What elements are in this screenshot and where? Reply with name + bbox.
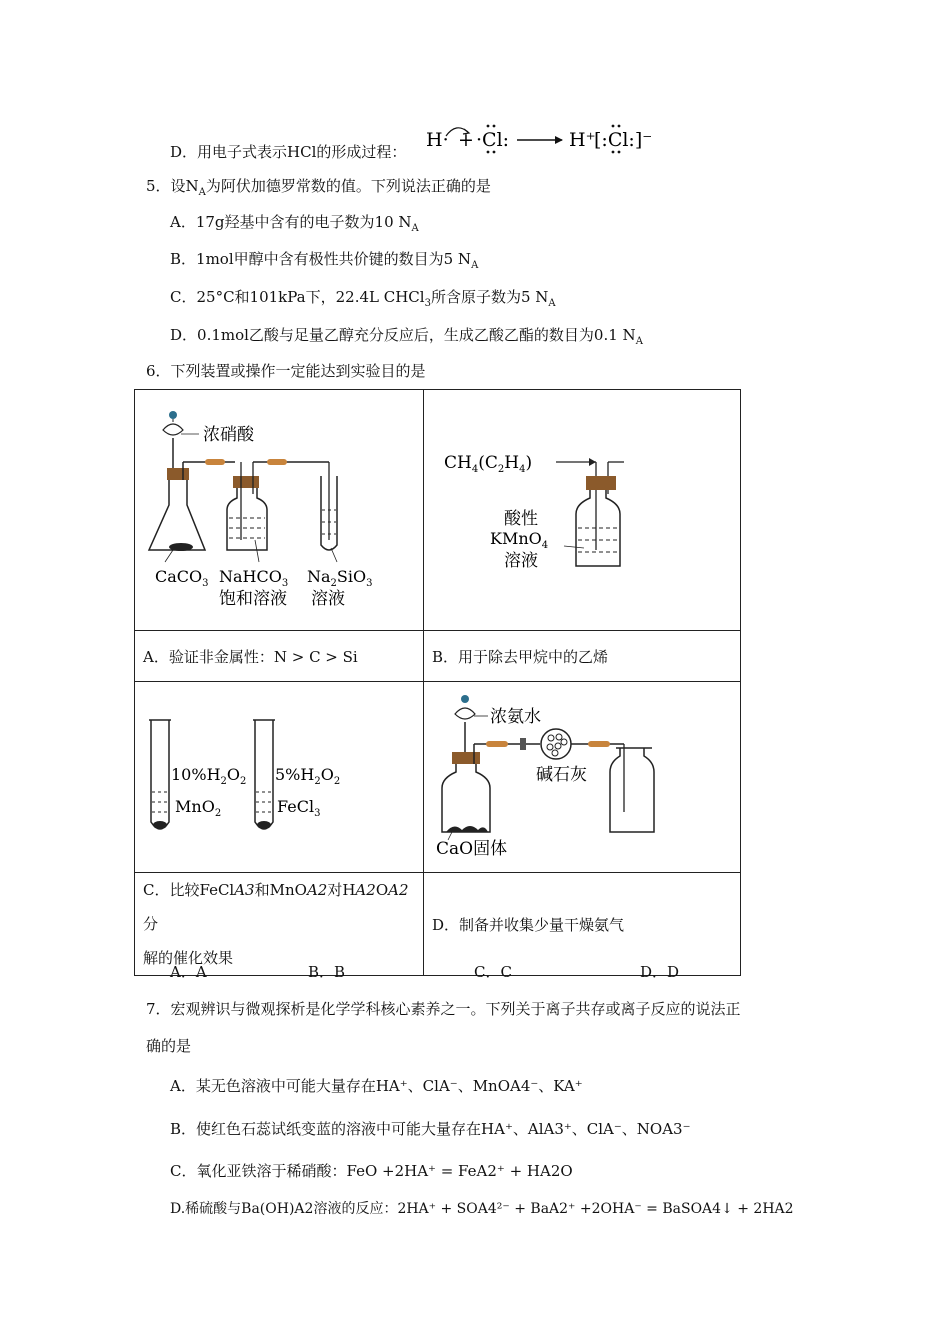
electron-formula-hcl xyxy=(424,116,664,160)
q6-choice-d: D．D xyxy=(640,963,680,981)
figure-a xyxy=(135,390,423,626)
eq-cl: ·Cl: xyxy=(476,129,510,151)
q7-option-b: B．使红色石蕊试纸变蓝的溶液中可能大量存在HA⁺、AlA3⁺、ClA⁻、NOA3⁻ xyxy=(170,1120,691,1138)
stopcock-knob-icon xyxy=(169,411,177,419)
q6-apparatus-table xyxy=(134,389,741,976)
label-10-h2o2: $10\%H_2O_2$ xyxy=(171,765,247,787)
label-soda-lime: 碱石灰 xyxy=(536,765,587,785)
reagent-label: 浓硝酸 xyxy=(203,425,254,445)
stopper-icon-d xyxy=(452,752,480,764)
eq-plus: + xyxy=(458,129,474,151)
stopper-icon xyxy=(167,468,189,480)
figure-d-cell xyxy=(424,682,741,873)
figure-b-cell xyxy=(424,390,741,631)
caption-b: B．用于除去甲烷中的乙烯 xyxy=(424,631,741,682)
rubber-tube-icon xyxy=(205,459,225,465)
label-solution-b: 溶液 xyxy=(504,551,538,571)
label-solution: 溶液 xyxy=(311,589,345,609)
label-saturated: 饱和溶液 xyxy=(219,589,287,609)
q7-option-a: A．某无色溶液中可能大量存在HA⁺、ClA⁻、MnOA4⁻、KA⁺ xyxy=(170,1077,583,1095)
label-fecl3: FeCl$_3$ xyxy=(277,797,321,819)
label-caco3: CaCO$_3$ xyxy=(155,567,209,589)
figure-c-cell xyxy=(135,682,424,873)
stopcock-knob-icon-d xyxy=(461,695,469,703)
label-ammonia: 浓氨水 xyxy=(490,707,541,727)
q7-option-d: D.稀硫酸与Ba(OH)A2溶液的反应：2HA⁺ + SOA4²⁻ + BaA2⁺ +2OHA⁻ = BaSOA4↓ + 2HA2 xyxy=(170,1201,794,1217)
q6-stem: 6．下列装置或操作一定能达到实验目的是 xyxy=(146,362,426,380)
q5-option-d: D．0.1mol乙酸与足量乙醇充分反应后，生成乙酸乙酯的数目为0.1 $N_A$ xyxy=(170,326,643,347)
q4-option-d xyxy=(170,142,406,162)
gas-washing-bottle-icon xyxy=(227,488,267,550)
label-kmno4: KMnO$_4$ xyxy=(490,529,549,551)
q5-stem: 5．设$N_A$为阿伏加德罗常数的值。下列说法正确的是 xyxy=(146,177,491,198)
label-5-h2o2: $5\%H_2O_2$ xyxy=(275,765,341,787)
label-na2sio3: $Na_2SiO_3$ xyxy=(307,567,373,589)
figure-d xyxy=(424,682,740,868)
figure-c xyxy=(135,682,423,868)
eq-left: H· xyxy=(426,129,449,151)
collection-bottle-icon xyxy=(610,748,654,832)
q6-choice-c: C．C xyxy=(474,963,512,981)
caption-d: D．制备并收集少量干燥氨气 xyxy=(424,873,741,976)
figure-a-cell xyxy=(135,390,424,631)
separatory-funnel-icon xyxy=(163,424,183,435)
flask-icon-d xyxy=(442,764,490,832)
eq-cl-minus: [:Cl:]⁻ xyxy=(594,129,653,151)
q5-option-c: C．25°C和101kPa下，22.4L CHCl$_3$所含原子数为5 $N_A$ xyxy=(170,288,556,309)
rubber-tube-icon-2 xyxy=(267,459,287,465)
label-mno2: MnO$_2$ xyxy=(175,797,222,819)
test-tube-icon-c2 xyxy=(255,720,273,829)
test-tube-icon-c1 xyxy=(151,720,169,829)
q4d-label: D．用电子式表示HCl的形成过程： xyxy=(170,143,407,161)
q5-option-a: A．17g羟基中含有的电子数为10 $N_A$ xyxy=(170,213,419,234)
q7-stem-line2: 确的是 xyxy=(146,1037,192,1055)
q6-choice-a: A．A xyxy=(170,963,207,981)
label-ch4-c2h4: $CH_4(C_2H_4)$ xyxy=(444,453,533,475)
label-acidic: 酸性 xyxy=(504,509,538,529)
caption-a: A．验证非金属性：N > C > Si xyxy=(135,631,424,682)
eq-h-plus: H⁺ xyxy=(569,129,596,151)
figure-b xyxy=(424,390,740,626)
q5-option-b: B．1mol甲醇中含有极性共价键的数目为5 $N_A$ xyxy=(170,250,479,271)
caption-c: C．比较FeClA3和MnOA2对HA2OA2分 解的催化效果 xyxy=(135,873,424,976)
q7-stem-line1: 7．宏观辨识与微观探析是化学学科核心素养之一。下列关于离子共存或离子反应的说法正 xyxy=(146,1000,741,1018)
label-nahco3: NaHCO$_3$ xyxy=(219,567,289,589)
stopper-icon-b xyxy=(586,476,616,490)
q6-choice-b: B．B xyxy=(308,963,346,981)
conical-flask-icon xyxy=(149,480,205,550)
q7-option-c: C．氧化亚铁溶于稀硝酸：FeO +2HA⁺ = FeA2⁺ + HA2O xyxy=(170,1162,573,1180)
label-cao: CaO固体 xyxy=(436,839,508,859)
stopper-icon-2 xyxy=(233,476,259,488)
